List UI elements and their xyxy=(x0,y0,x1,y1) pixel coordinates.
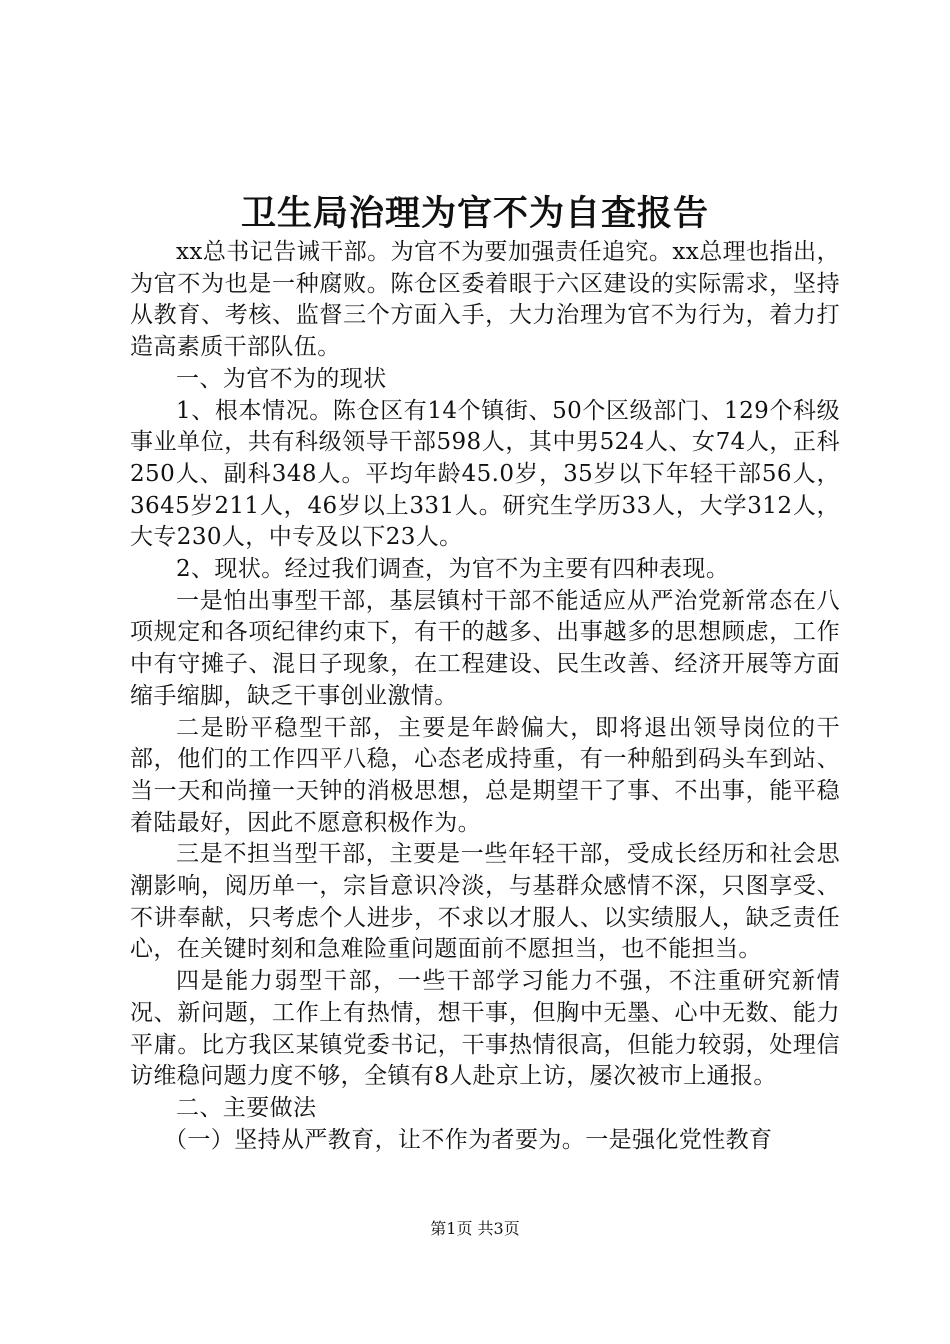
section-heading: 二、主要做法 xyxy=(176,1094,317,1121)
paragraph: 二是盼平稳型干部，主要是年龄偏大，即将退出领导岗位的干部，他们的工作四平八稳，心态老成持重，有一种船到码头车到站、当一天和尚撞一天钟的消极思想，总是期望干了事、不出事，能平稳着陆最好，因此不愿意积极作为。 xyxy=(130,714,840,836)
document-body xyxy=(130,237,840,1156)
paragraph: 一是怕出事型干部，基层镇村干部不能适应从严治党新常态在八项规定和各项纪律约束下，有干的越多、出事越多的思想顾虑，工作中有守摊子、混日子现象，在工程建设、民生改善、经济开展等方面缩手缩脚，缺乏干事创业激情。 xyxy=(130,587,840,709)
paragraph: 1、根本情况。陈仓区有14个镇街、50个区级部门、129个科级事业单位，共有科级领导干部598人，其中男524人、女74人，正科250人、副科348人。平均年龄45.0岁，35岁以下年轻干部56人，3645岁211人，46岁以上331人。研究生学历33人，大学312人，大专230人，中专及以下23人。 xyxy=(130,397,840,551)
paragraph: xx总书记告诫干部。为官不为要加强责任追究。xx总理也指出，为官不为也是一种腐败。陈仓区委着眼于六区建设的实际需求，坚持从教育、考核、监督三个方面入手，大力治理为官不为行为，着力打造高素质干部队伍。 xyxy=(130,239,840,361)
paragraph: 2、现状。经过我们调查，为官不为主要有四种表现。 xyxy=(176,556,730,583)
section-heading: 一、为官不为的现状 xyxy=(176,365,387,392)
page-footer: 第1页 共3页 xyxy=(430,1219,520,1238)
paragraph: 三是不担当型干部，主要是一些年轻干部，受成长经历和社会思潮影响，阅历单一，宗旨意识冷淡，与基群众感情不深，只图享受、不讲奉献，只考虑个人进步，不求以才服人、以实绩服人，缺乏责任心，在关键时刻和急难险重问题面前不愿担当，也不能担当。 xyxy=(130,841,840,963)
document-title: 卫生局治理为官不为自查报告 xyxy=(240,194,709,234)
paragraph: （一）坚持从严教育，让不作为者要为。一是强化党性教育 xyxy=(164,1126,773,1153)
paragraph: 四是能力弱型干部，一些干部学习能力不强，不注重研究新情况、新问题，工作上有热情，想干事，但胸中无墨、心中无数、能力平庸。比方我区某镇党委书记，干事热情很高，但能力较弱，处理信访维稳问题力度不够，全镇有8人赴京上访，屡次被市上通报。 xyxy=(130,968,840,1090)
